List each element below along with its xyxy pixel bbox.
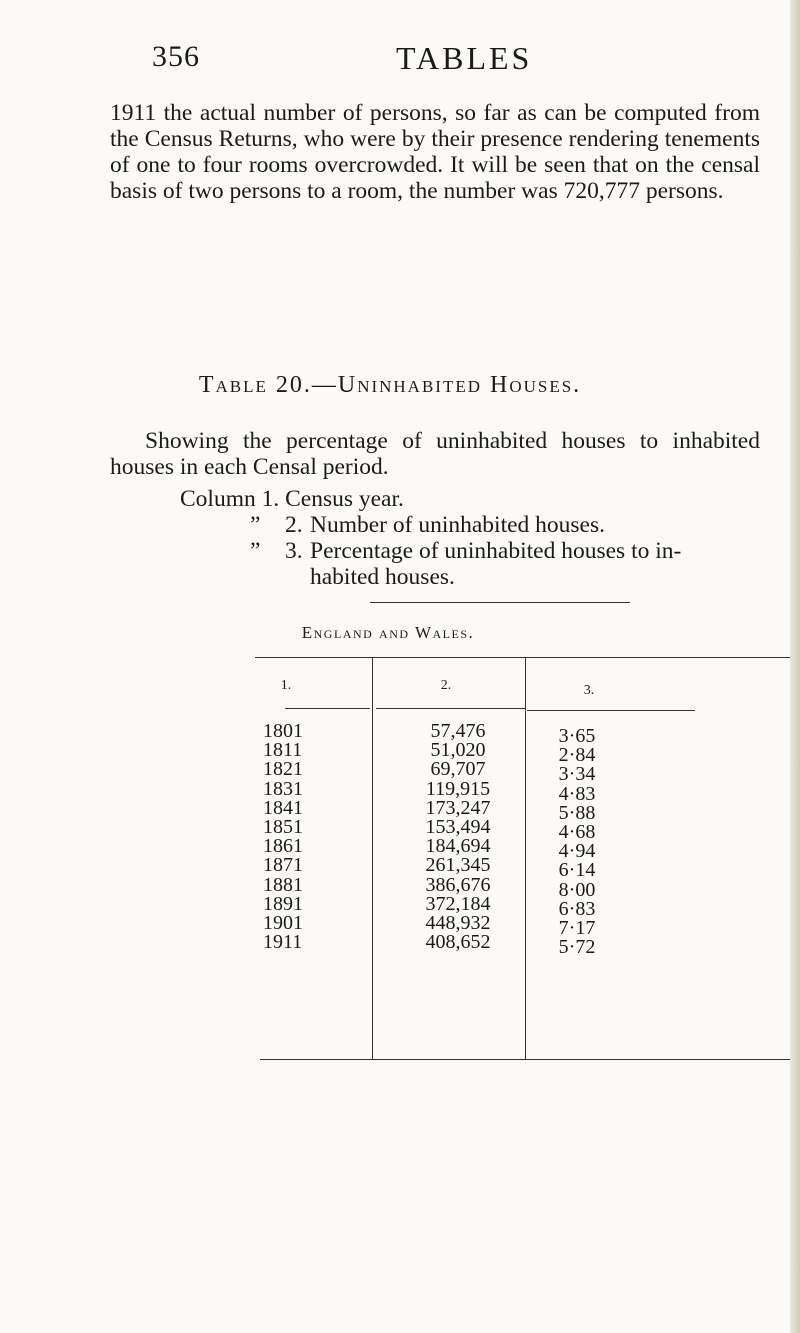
uninhabited-houses-cell: 184,694 <box>425 835 491 858</box>
census-year-cell: 1801 <box>263 720 303 742</box>
col-header-2: 2. <box>440 678 452 693</box>
table-description: Showing the percentage of uninhabited houses to inhabited houses in each Censal period. <box>110 428 760 480</box>
legend-num: 2. <box>285 512 303 538</box>
legend-text: Number of uninhabited houses. <box>310 512 606 538</box>
header-rule-2 <box>376 708 525 709</box>
header-rule-1 <box>285 708 370 709</box>
legend-item <box>180 564 760 590</box>
census-year-cell: 1881 <box>263 873 303 896</box>
census-year-cell: 1901 <box>263 912 303 934</box>
page-edge <box>790 0 800 1333</box>
percentage-cell: 5·88 <box>558 801 596 824</box>
top-rule <box>370 602 630 603</box>
uninhabited-houses-cell: 448,932 <box>425 912 491 934</box>
percentage-cell: 2·84 <box>558 744 596 767</box>
percentage-cell: 4·68 <box>558 821 596 843</box>
legend-num: 1. <box>261 486 280 512</box>
percentage-cell: 6·83 <box>558 897 596 920</box>
uninhabited-houses-cell: 57,476 <box>430 720 486 742</box>
header-top-rule <box>255 657 790 658</box>
census-year-cell: 1911 <box>263 931 303 954</box>
legend-column-word: Column <box>180 486 256 512</box>
census-year-cell: 1891 <box>263 892 303 915</box>
page-header <box>0 40 800 80</box>
running-title: TABLES <box>396 40 533 76</box>
census-year-cell: 1851 <box>263 816 303 838</box>
legend-text: Census year. <box>285 486 404 512</box>
uninhabited-houses-cell: 372,184 <box>425 892 491 915</box>
uninhabited-houses-cell: 119,915 <box>425 777 491 800</box>
legend-text: Percentage of uninhabited houses to in- <box>310 538 682 564</box>
legend-item <box>180 486 760 512</box>
column-divider <box>372 657 373 1059</box>
census-year-cell: 1821 <box>263 758 303 781</box>
percentage-cell: 8·00 <box>558 878 596 901</box>
percentage-cell: 5·72 <box>558 936 596 959</box>
legend-item <box>180 512 760 538</box>
ditto-mark: ” <box>250 512 261 538</box>
uninhabited-houses-cell: 386,676 <box>425 873 491 896</box>
census-year-cell: 1841 <box>263 796 303 819</box>
census-year-cell: 1811 <box>263 739 303 762</box>
page-number: 356 <box>152 40 200 73</box>
percentage-cell: 4·94 <box>558 840 596 863</box>
uninhabited-houses-cell: 408,652 <box>425 931 491 954</box>
uninhabited-houses-cell: 261,345 <box>425 854 491 877</box>
column-divider <box>525 657 526 1059</box>
percentage-cell: 7·17 <box>558 917 596 939</box>
percentage-cell: 3·65 <box>558 725 596 747</box>
legend-num: 3. <box>285 538 303 564</box>
legend-item <box>180 538 760 564</box>
table-subtitle: England and Wales. <box>301 623 475 642</box>
col-header-1: 1. <box>280 678 292 693</box>
census-year-cell: 1871 <box>263 854 303 877</box>
percentage-cell: 4·83 <box>558 782 596 805</box>
ditto-mark: ” <box>250 538 261 564</box>
percentage-cell: 6·14 <box>558 859 596 882</box>
column-legend <box>180 486 760 590</box>
table-title: Table 20.—Uninhabited Houses. <box>198 372 582 398</box>
uninhabited-houses-cell: 69,707 <box>430 758 486 781</box>
percentage-cell: 3·34 <box>558 763 596 786</box>
uninhabited-houses-cell: 153,494 <box>425 816 491 838</box>
col-header-3: 3. <box>583 683 595 698</box>
header-rule-3 <box>527 710 695 711</box>
census-year-cell: 1831 <box>263 777 303 800</box>
census-year-cell: 1861 <box>263 835 303 858</box>
intro-paragraph: 1911 the actual number of persons, so far as can be computed from the Census Returns, who were by their presence rendering tenements of one to four rooms overcrowded. It will be seen that on the censal basis of two persons to a room, the number was 720,777 persons. <box>110 100 760 204</box>
legend-text: habited houses. <box>310 564 455 590</box>
bottom-rule <box>260 1059 790 1060</box>
uninhabited-houses-cell: 173,247 <box>425 796 491 819</box>
uninhabited-houses-cell: 51,020 <box>430 739 486 762</box>
